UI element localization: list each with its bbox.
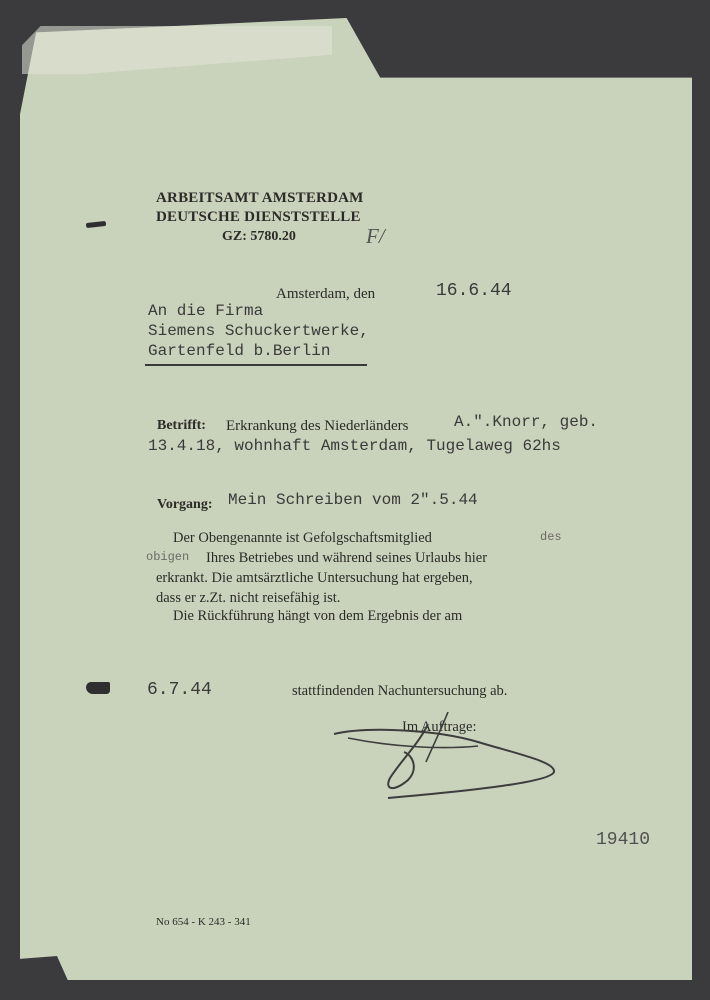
header-office: ARBEITSAMT AMSTERDAM: [156, 190, 364, 206]
body-line-3: erkrankt. Die amtsärztliche Untersuchung hat ergeben,: [156, 570, 473, 586]
handwritten-mark: F/: [366, 224, 385, 248]
followup-date: 6.7.44: [147, 680, 212, 700]
body-line-1-overtype: des: [540, 530, 562, 544]
header-reference: GZ: 5780.20: [222, 229, 296, 244]
recipient-line-2: Siemens Schuckertwerke,: [148, 322, 369, 340]
dateline-date: 16.6.44: [436, 281, 512, 301]
dateline-place: Amsterdam, den: [276, 286, 376, 302]
header-department: DEUTSCHE DIENSTSTELLE: [156, 209, 361, 225]
subject-text: Erkrankung des Niederländers: [226, 418, 409, 434]
subject-details: 13.4.18, wohnhaft Amsterdam, Tugelaweg 62hs: [148, 437, 561, 455]
document-number: 19410: [596, 830, 651, 850]
subject-name: A.".Knorr, geb.: [454, 413, 599, 431]
recipient-line-3: Gartenfeld b.Berlin: [148, 342, 331, 360]
punch-hole-bottom: [86, 682, 110, 694]
reference-text: Mein Schreiben vom 2".5.44: [228, 491, 478, 509]
recipient-line-1: An die Firma: [148, 302, 264, 320]
subject-label: Betrifft:: [157, 418, 206, 433]
body-line-2: Ihres Betriebes und während seines Urlaubs hier: [206, 550, 488, 566]
body-line-5: Die Rückführung hängt von dem Ergebnis der am: [173, 608, 463, 624]
body-line-4: dass er z.Zt. nicht reisefähig ist.: [156, 590, 341, 606]
body-line-6: stattfindenden Nachuntersuchung ab.: [292, 683, 508, 699]
form-number: No 654 - K 243 - 341: [156, 916, 251, 928]
reference-label: Vorgang:: [157, 497, 213, 512]
signature: [328, 712, 564, 808]
recipient-underline: [145, 364, 367, 366]
body-line-2-overtype: obigen: [146, 550, 190, 564]
body-line-1: Der Obengenannte ist Gefolgschaftsmitglied: [173, 530, 432, 546]
closing-text: Im Auftrage:: [402, 719, 477, 735]
